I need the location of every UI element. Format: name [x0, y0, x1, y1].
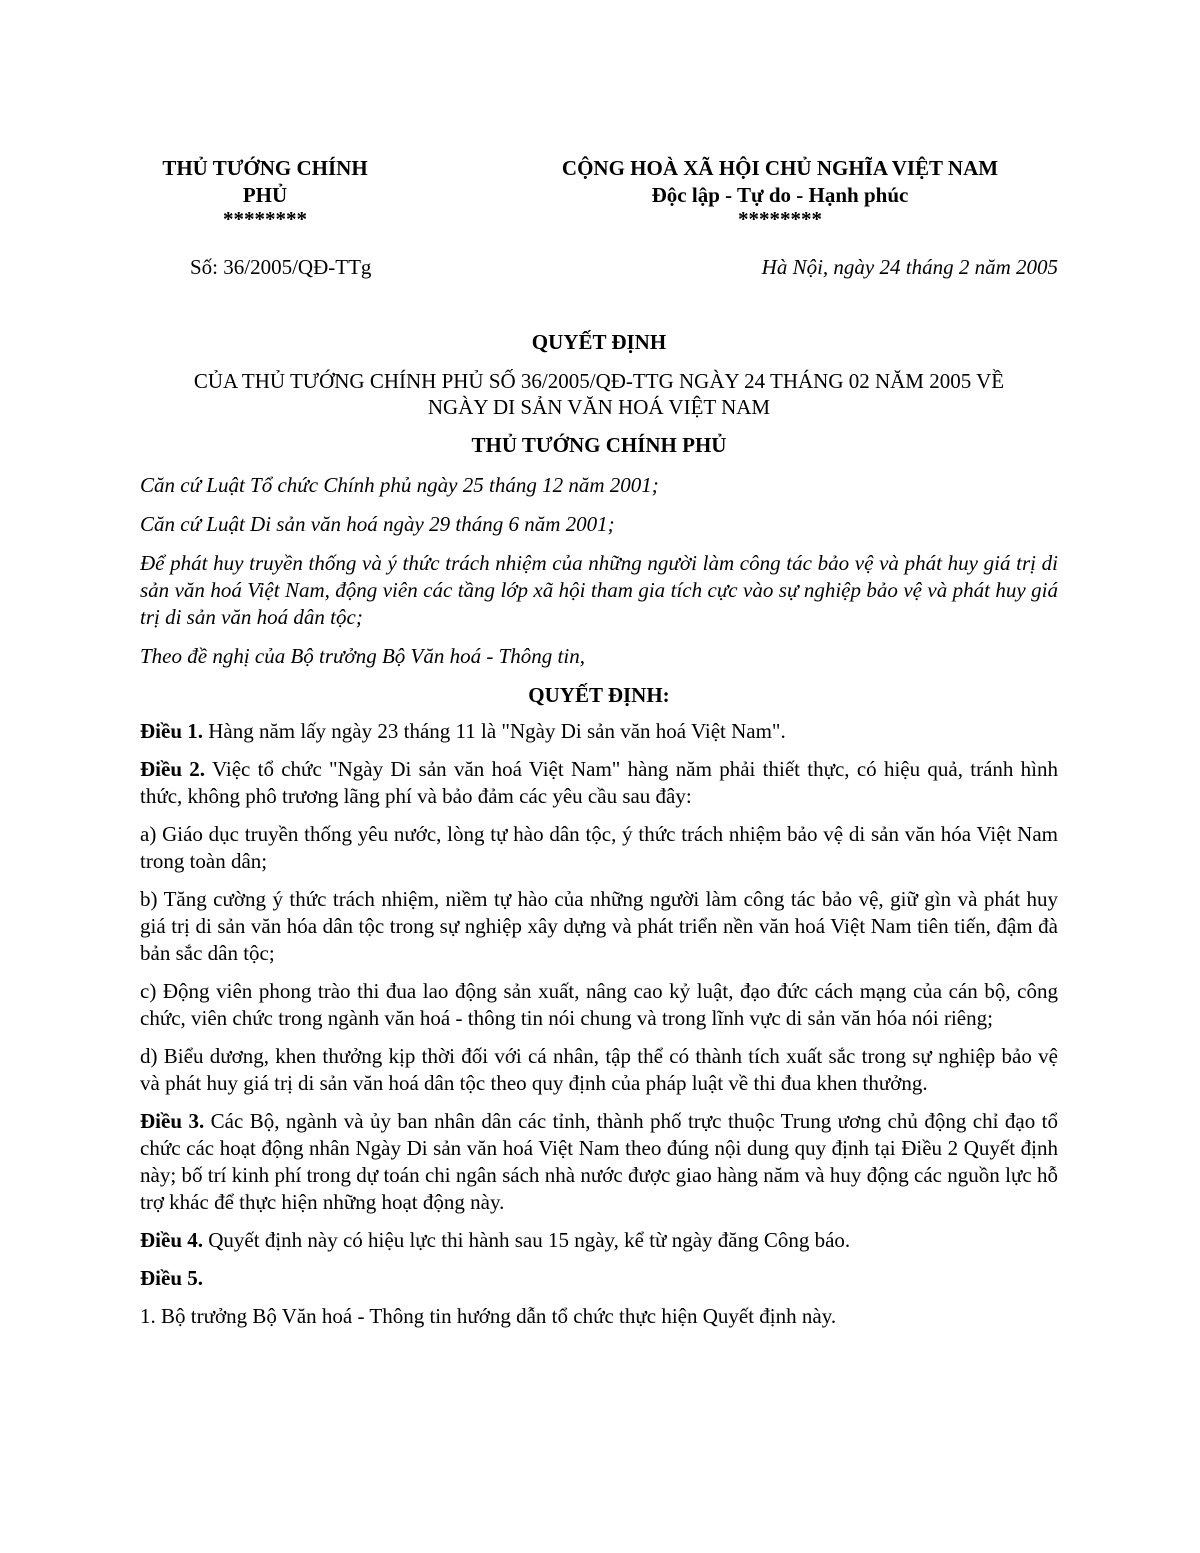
article-2-item-c: c) Động viên phong trào thi đua lao động sản xuất, nâng cao kỷ luật, đạo đức cách mạng của cán bộ, công chức, viên chức trong ngành văn hoá - thông tin nói chung và trong lĩnh vực di sản văn hóa nói riêng;: [140, 979, 1058, 1030]
article-5-item-1: 1. Bộ trưởng Bộ Văn hoá - Thông tin hướng dẫn tổ chức thực hiện Quyết định này.: [140, 1304, 837, 1328]
legal-basis: [140, 472, 1058, 670]
article-text: Hàng năm lấy ngày 23 tháng 11 là "Ngày Di sản văn hoá Việt Nam".: [203, 719, 786, 743]
article-label: Điều 2.: [140, 757, 206, 781]
article-2-item-b: b) Tăng cường ý thức trách nhiệm, niềm tự hào của những người làm công tác bảo vệ, giữ gìn và phát huy giá trị di sản văn hóa dân tộc trong sự nghiệp xây dựng và phát triển nền văn hoá Việt Nam tiên tiến, đậm đà bản sắc dân tộc;: [140, 887, 1058, 965]
document-subtitle: [140, 368, 1058, 420]
article-4: [140, 1227, 1058, 1254]
issuer-block: [140, 155, 390, 229]
article-label: Điều 4.: [140, 1228, 203, 1252]
article-label: Điều 3.: [140, 1109, 205, 1133]
national-motto: Độc lập - Tự do - Hạnh phúc: [651, 183, 909, 207]
article-label: Điều 1.: [140, 719, 203, 743]
basis-item: Căn cứ Luật Tổ chức Chính phủ ngày 25 tháng 12 năm 2001;: [140, 473, 659, 497]
article-text: Quyết định này có hiệu lực thi hành sau 15 ngày, kể từ ngày đăng Công báo.: [203, 1228, 851, 1252]
article-text: Các Bộ, ngành và ủy ban nhân dân các tỉnh, thành phố trực thuộc Trung ương chủ động chỉ đạo tổ chức các hoạt động nhân Ngày Di sản văn hoá Việt Nam theo đúng nội dung quy định tại Điều 2 Quyết định này; bố trí kinh phí trong dự toán chi ngân sách nhà nước được giao hàng năm và huy động các nguồn lực hỗ trợ khác để thực hiện những hoạt động này.: [140, 1109, 1059, 1214]
national-header: [510, 155, 1050, 229]
article-3: [140, 1108, 1058, 1216]
motto-separator: ********: [738, 207, 822, 231]
place-and-date: Hà Nội, ngày 24 tháng 2 năm 2005: [761, 255, 1058, 279]
article-2-item-d: d) Biểu dương, khen thưởng kịp thời đối với cá nhân, tập thể có thành tích xuất sắc trong sự nghiệp bảo vệ và phát huy giá trị di sản văn hoá dân tộc theo quy định của pháp luật về thi đua khen thưởng.: [140, 1044, 1058, 1095]
articles: [140, 718, 1058, 1341]
subtitle-line-2: NGÀY DI SẢN VĂN HOÁ VIỆT NAM: [427, 395, 771, 419]
issuer-title: THỦ TƯỚNG CHÍNH PHỦ: [162, 156, 368, 207]
article-label: Điều 5.: [140, 1266, 203, 1290]
document-number: Số: 36/2005/QĐ-TTg: [190, 255, 372, 279]
article-1: [140, 718, 1058, 745]
issuer-separator: ********: [223, 207, 307, 231]
article-2-item-a: a) Giáo dục truyền thống yêu nước, lòng tự hào dân tộc, ý thức trách nhiệm bảo vệ di sản văn hóa Việt Nam trong toàn dân;: [140, 822, 1058, 873]
article-5: [140, 1265, 1058, 1292]
article-2: [140, 756, 1058, 810]
basis-item: Căn cứ Luật Di sản văn hoá ngày 29 tháng 6 năm 2001;: [140, 512, 615, 536]
subtitle-line-1: CỦA THỦ TƯỚNG CHÍNH PHỦ SỐ 36/2005/QĐ-TTG NGÀY 24 THÁNG 02 NĂM 2005 VỀ: [193, 369, 1005, 393]
basis-item: Theo đề nghị của Bộ trưởng Bộ Văn hoá - Thông tin,: [140, 644, 585, 668]
article-text: Việc tổ chức "Ngày Di sản văn hoá Việt Nam" hàng năm phải thiết thực, có hiệu quả, tránh hình thức, không phô trương lãng phí và bảo đảm các yêu cầu sau đây:: [140, 757, 1059, 808]
country-name: CỘNG HOÀ XÃ HỘI CHỦ NGHĨA VIỆT NAM: [561, 156, 999, 180]
authority-heading: THỦ TƯỚNG CHÍNH PHỦ: [471, 433, 727, 457]
document-title: QUYẾT ĐỊNH: [531, 330, 667, 354]
decision-heading: QUYẾT ĐỊNH:: [528, 683, 670, 707]
basis-item: Để phát huy truyền thống và ý thức trách nhiệm của những người làm công tác bảo vệ và phát huy giá trị di sản văn hoá Việt Nam, động viên các tầng lớp xã hội tham gia tích cực vào sự nghiệp bảo vệ và phát huy giá trị di sản văn hoá dân tộc;: [140, 551, 1058, 629]
